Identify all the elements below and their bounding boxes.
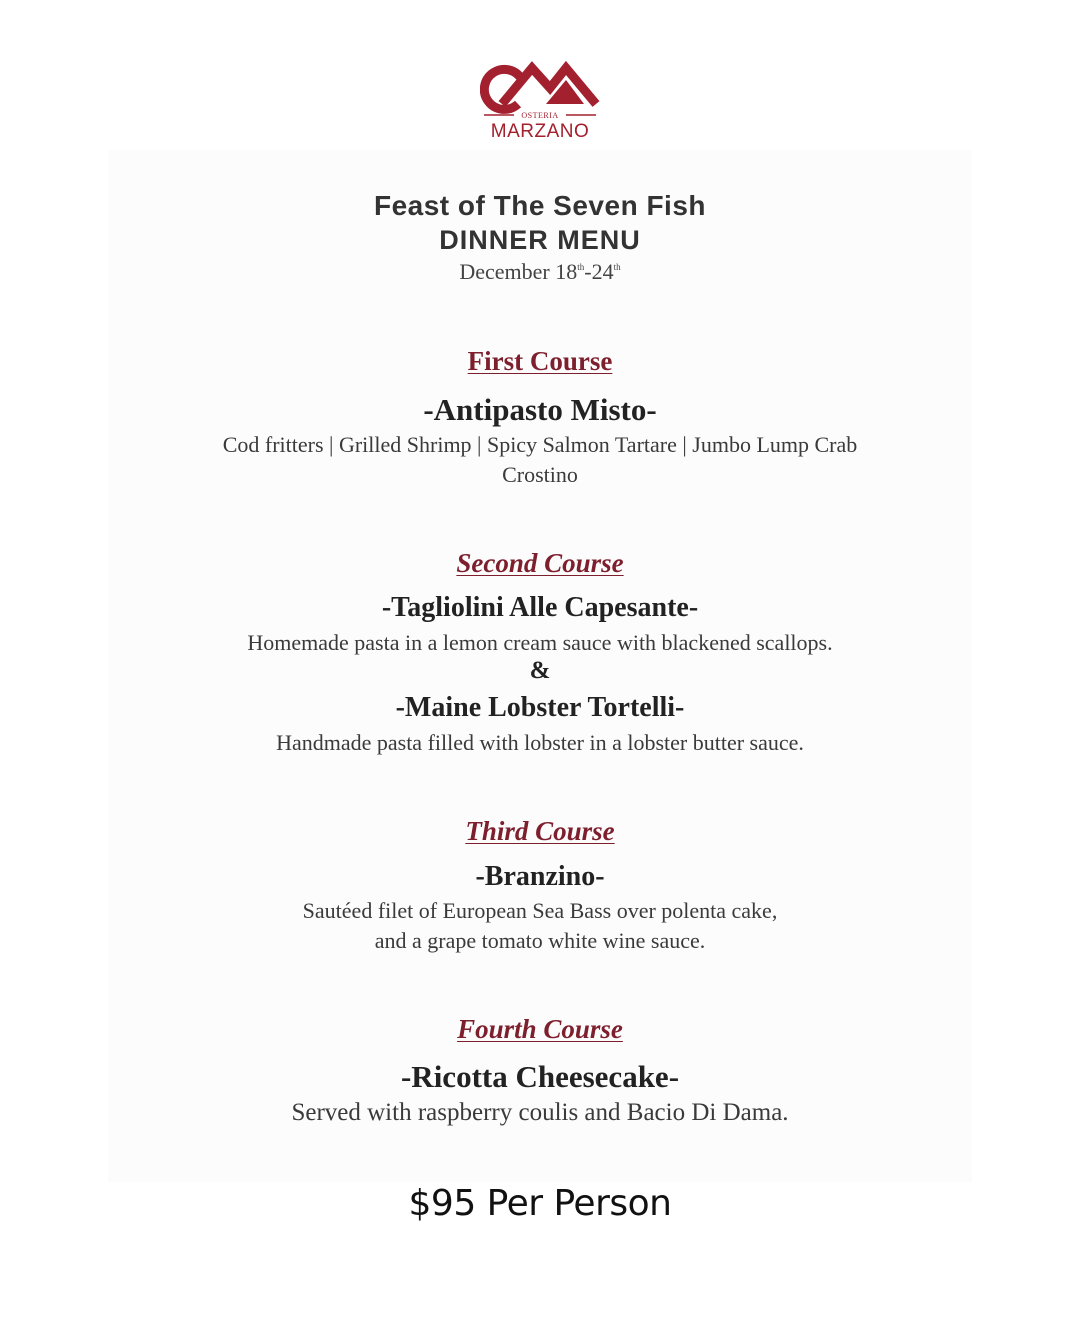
- dates-start: December 18: [459, 259, 578, 284]
- menu-title: DINNER MENU: [439, 225, 641, 255]
- dates-end: -24: [584, 259, 614, 284]
- dates-end-suffix: th: [613, 262, 621, 272]
- dish-name-branzino: -Branzino-: [475, 861, 605, 892]
- dish-name-tagliolini: -Tagliolini Alle Capesante-: [381, 592, 699, 623]
- course-heading-fourth: Fourth Course: [457, 1014, 623, 1044]
- dish-description-line: Handmade pasta filled with lobster in a lobster butter sauce.: [276, 730, 804, 755]
- dish-separator: &: [529, 657, 551, 684]
- course-heading-second: Second Course: [456, 548, 624, 578]
- event-title: Feast of The Seven Fish: [373, 190, 707, 221]
- dish-description-line: Cod fritters | Grilled Shrimp | Spicy Salmon Tartare | Jumbo Lump Crab: [222, 432, 858, 457]
- dish-name-lobster-tortelli: -Maine Lobster Tortelli-: [395, 692, 685, 723]
- dates-start-suffix: th: [577, 262, 585, 272]
- logo-osteria-text: OSTERIA: [521, 111, 559, 120]
- menu-dates: [0, 259, 1080, 285]
- dish-description-line: Homemade pasta in a lemon cream sauce with blackened scallops.: [247, 630, 833, 655]
- course-heading-third: Third Course: [465, 816, 615, 846]
- price-per-person: $95 Per Person: [408, 1183, 672, 1224]
- dish-description-line: and a grape tomato white wine sauce.: [374, 928, 706, 953]
- dish-description-line: Sautéed filet of European Sea Bass over polenta cake,: [302, 898, 778, 923]
- dish-name-ricotta-cheesecake: -Ricotta Cheesecake-: [400, 1059, 680, 1094]
- logo-marzano-text: MARZANO: [490, 121, 590, 142]
- dish-description-line: Crostino: [502, 462, 578, 487]
- osteria-marzano-logo: [480, 58, 600, 146]
- dish-description-line: Served with raspberry coulis and Bacio Di Dama.: [291, 1099, 789, 1126]
- course-heading-first: First Course: [467, 346, 613, 376]
- dish-name-antipasto: -Antipasto Misto-: [423, 392, 657, 427]
